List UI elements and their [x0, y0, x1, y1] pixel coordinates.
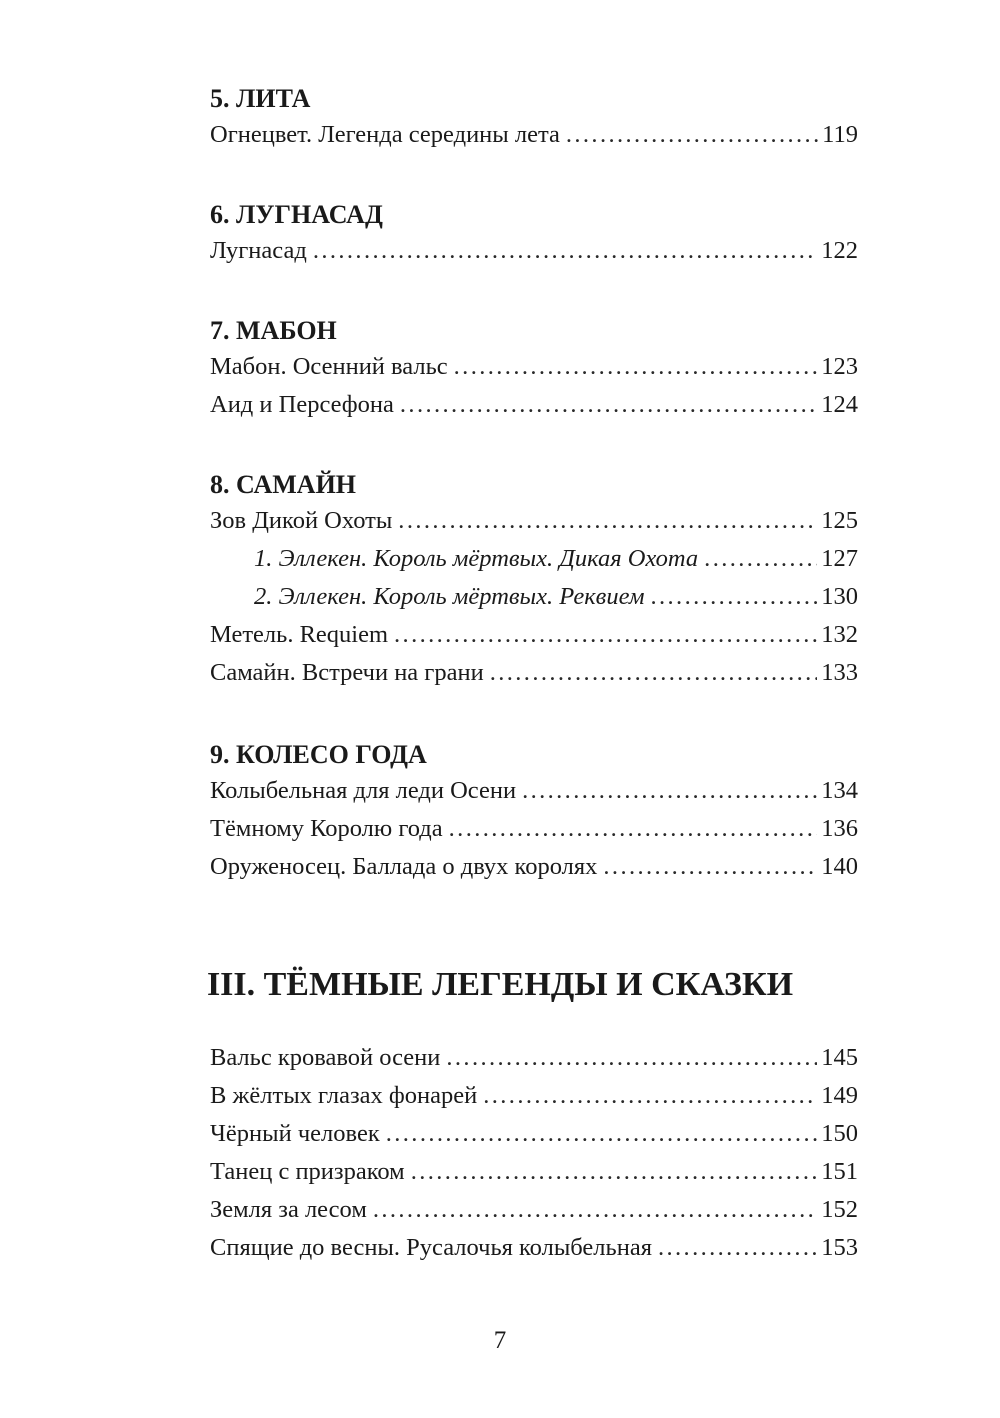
dot-leader — [603, 852, 817, 882]
toc-entry — [210, 620, 858, 650]
dot-leader — [704, 544, 817, 574]
toc-subentry — [210, 544, 858, 574]
toc-entry — [210, 658, 858, 688]
part-heading: III. ТЁМНЫЕ ЛЕГЕНДЫ И СКАЗКИ — [206, 966, 794, 1003]
toc-entry — [210, 1119, 858, 1149]
toc-subentry — [210, 582, 858, 612]
entry-title: Спящие до весны. Русалочья колыбельная — [210, 1234, 652, 1261]
dot-leader — [398, 506, 817, 536]
section-heading: 5. ЛИТА — [210, 84, 311, 113]
toc-entry — [210, 1157, 858, 1187]
entry-title: Вальс кровавой осени — [210, 1044, 441, 1071]
entry-title: Колыбельная для леди Осени — [210, 777, 517, 804]
entry-title: Оруженосец. Баллада о двух королях — [210, 853, 598, 880]
entry-title: Зов Дикой Охоты — [210, 507, 393, 534]
dot-leader — [446, 1043, 817, 1073]
dot-leader — [650, 582, 817, 612]
dot-leader — [566, 120, 818, 150]
entry-page-number: 124 — [821, 391, 858, 418]
section-heading: 8. САМАЙН — [210, 470, 357, 499]
entry-page-number: 145 — [821, 1044, 858, 1071]
dot-leader — [411, 1157, 818, 1187]
entry-title: Чёрный человек — [210, 1120, 380, 1147]
entry-page-number: 140 — [821, 853, 858, 880]
dot-leader — [400, 390, 817, 420]
entry-page-number: 153 — [821, 1234, 858, 1261]
dot-leader — [454, 352, 818, 382]
entry-page-number: 132 — [821, 621, 858, 648]
entry-page-number: 133 — [821, 659, 858, 686]
entry-title: Лугнасад — [210, 237, 307, 264]
page-number: 7 — [493, 1327, 507, 1354]
section-heading: 9. КОЛЕСО ГОДА — [210, 740, 427, 769]
toc-entry — [210, 390, 858, 420]
toc-entry — [210, 852, 858, 882]
dot-leader — [373, 1195, 817, 1225]
entry-page-number: 136 — [821, 815, 858, 842]
entry-title: 2. Эллекен. Король мёртвых. Реквием — [254, 583, 645, 610]
toc-section-8 — [210, 470, 858, 688]
entry-title: 1. Эллекен. Король мёртвых. Дикая Охота — [254, 545, 699, 572]
toc-section-7 — [210, 316, 858, 420]
toc-section-5 — [210, 84, 858, 150]
entry-page-number: 127 — [821, 545, 858, 572]
entry-page-number: 125 — [821, 507, 858, 534]
section-heading: 6. ЛУГНАСАД — [210, 200, 383, 229]
dot-leader — [483, 1081, 817, 1111]
entry-page-number: 122 — [821, 237, 858, 264]
toc-entry — [210, 506, 858, 536]
entry-title: Самайн. Встречи на грани — [210, 659, 484, 686]
toc-section-9 — [210, 740, 858, 882]
entry-page-number: 119 — [822, 121, 858, 148]
toc-entry — [210, 120, 858, 150]
toc-section-6 — [210, 200, 858, 266]
dot-leader — [386, 1119, 818, 1149]
entry-title: Земля за лесом — [210, 1196, 367, 1223]
dot-leader — [490, 658, 818, 688]
dot-leader — [313, 236, 817, 266]
dot-leader — [449, 814, 818, 844]
toc-entry — [210, 776, 858, 806]
entry-title: В жёлтых глазах фонарей — [210, 1082, 478, 1109]
entry-title: Тёмному Королю года — [210, 815, 443, 842]
toc-entry — [210, 1043, 858, 1073]
toc-entry — [210, 352, 858, 382]
entry-page-number: 123 — [821, 353, 858, 380]
toc-entry — [210, 1195, 858, 1225]
toc-entry — [210, 1233, 858, 1263]
toc-entry — [210, 1081, 858, 1111]
entry-page-number: 149 — [821, 1082, 858, 1109]
dot-leader — [658, 1233, 817, 1263]
dot-leader — [394, 620, 817, 650]
dot-leader — [522, 776, 817, 806]
entry-title: Танец с призраком — [210, 1158, 405, 1185]
entry-page-number: 150 — [821, 1120, 858, 1147]
entry-title: Аид и Персефона — [210, 391, 394, 418]
entry-page-number: 152 — [821, 1196, 858, 1223]
entry-title: Метель. Requiem — [210, 621, 389, 648]
entry-page-number: 134 — [821, 777, 858, 804]
section-heading: 7. МАБОН — [210, 316, 337, 345]
toc-entry — [210, 814, 858, 844]
entry-title: Огнецвет. Легенда середины лета — [210, 121, 560, 148]
entry-title: Мабон. Осенний вальс — [210, 353, 448, 380]
toc-entry — [210, 236, 858, 266]
entry-page-number: 130 — [821, 583, 858, 610]
toc-part-3-entries — [210, 1043, 858, 1263]
entry-page-number: 151 — [821, 1158, 858, 1185]
